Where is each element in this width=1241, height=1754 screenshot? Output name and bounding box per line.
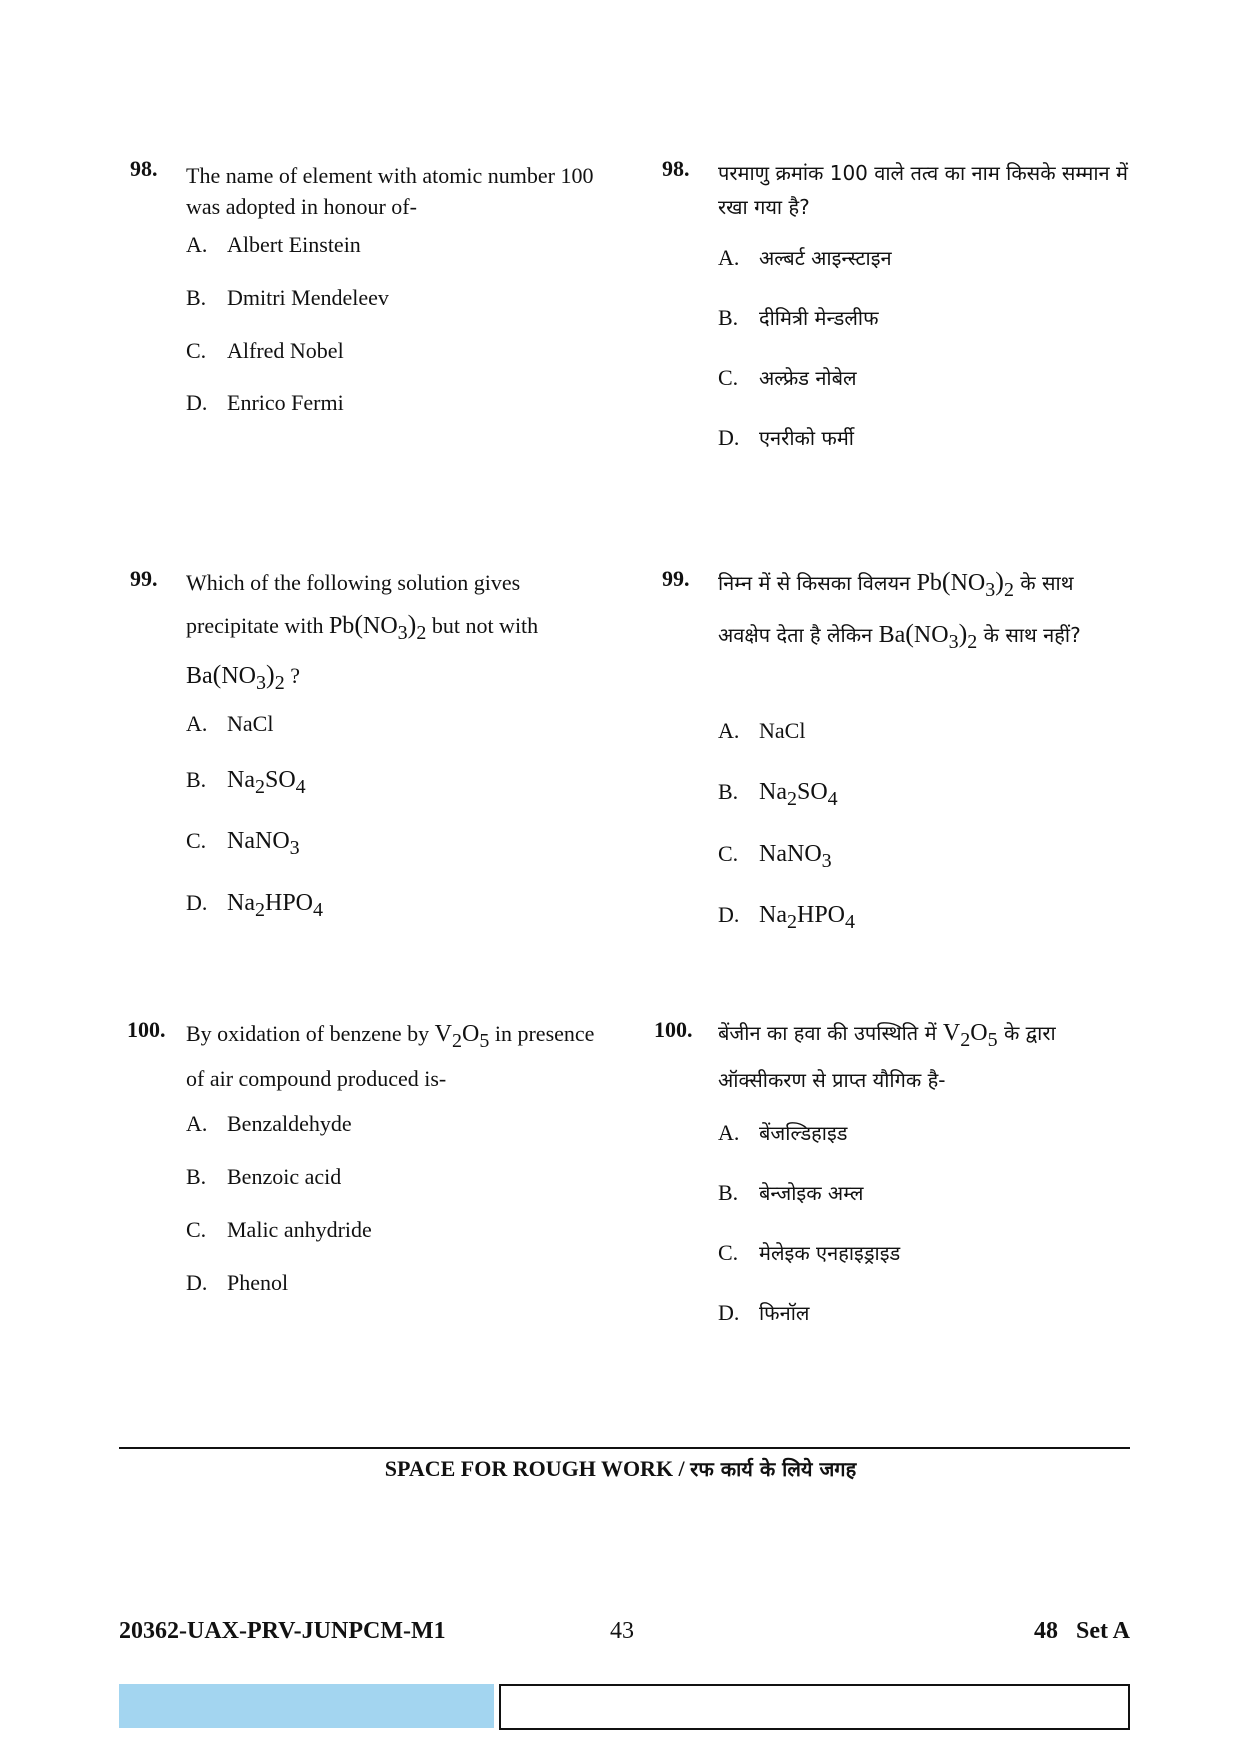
option-d[interactable] <box>718 424 854 451</box>
formula-pb-no3-2: $Pb(NO_3)_2$ <box>328 610 427 644</box>
option-label: C. <box>718 365 739 390</box>
question-number: 100. <box>127 1017 166 1042</box>
rough-work-heading <box>0 1455 1241 1482</box>
footer-blank-box <box>499 1684 1130 1730</box>
option-b[interactable] <box>718 1179 863 1206</box>
option-d[interactable] <box>718 1299 809 1326</box>
option-label: B. <box>718 779 739 804</box>
set-name: Set A <box>1076 1618 1130 1644</box>
option-label: D. <box>186 390 208 415</box>
option-text: Dmitri Mendeleev <box>227 285 389 310</box>
option-a[interactable] <box>718 718 805 744</box>
option-text: Albert Einstein <box>227 232 361 257</box>
booklet-code: 20362-UAX-PRV-JUNPCM-M1 <box>119 1618 446 1644</box>
option-label: D. <box>186 1270 208 1295</box>
option-text: Phenol <box>227 1270 289 1295</box>
question-text-part: के साथ अवक्षेप देता है लेकिन <box>718 571 1074 647</box>
question-text <box>186 1015 596 1098</box>
option-label: C. <box>718 1240 739 1265</box>
option-text: Alfred Nobel <box>227 338 344 363</box>
option-text: मेलेइक एनहाइड्राइड <box>759 1241 901 1265</box>
option-label: A. <box>718 1120 740 1145</box>
option-label: A. <box>186 711 208 736</box>
option-label: B. <box>718 1180 739 1205</box>
option-a[interactable] <box>186 711 273 737</box>
option-text: $Na_2SO_4$ <box>227 767 306 798</box>
option-label: C. <box>186 1217 207 1242</box>
question-text <box>718 1013 1128 1100</box>
option-d[interactable] <box>186 1270 288 1296</box>
page-number: 43 <box>610 1618 634 1644</box>
option-text: NaCl <box>227 711 274 736</box>
option-a[interactable] <box>186 1111 352 1137</box>
option-text: Benzoic acid <box>227 1164 342 1189</box>
option-label: D. <box>718 902 740 927</box>
question-text-part: के द्वारा ऑक्सीकरण से प्राप्त यौगिक है- <box>718 1021 1056 1092</box>
option-b[interactable] <box>186 767 306 799</box>
rough-work-en: SPACE FOR ROUGH WORK / <box>384 1456 685 1481</box>
option-text: फिनॉल <box>759 1301 810 1325</box>
option-text: अल्फ्रेड नोबेल <box>759 366 857 390</box>
question-number: 98. <box>662 156 690 181</box>
option-label: A. <box>718 245 740 270</box>
page-count: 48 <box>1034 1618 1058 1644</box>
option-label: B. <box>718 305 739 330</box>
option-label: D. <box>186 890 208 915</box>
question-text <box>718 560 1128 664</box>
option-a[interactable] <box>718 244 892 271</box>
option-label: C. <box>186 828 207 853</box>
option-b[interactable] <box>186 285 389 311</box>
formula-ba-no3-2: $Ba(NO_3)_2$ <box>186 659 285 694</box>
option-text: दीमित्री मेन्डलीफ <box>759 306 879 330</box>
option-c[interactable] <box>718 1239 900 1266</box>
question-text-part: in presence of air compound produced is- <box>186 1021 595 1091</box>
option-label: A. <box>186 232 208 257</box>
option-a[interactable] <box>718 1119 847 1146</box>
option-label: B. <box>186 285 207 310</box>
option-text: Malic anhydride <box>227 1217 372 1242</box>
question-text-part: but not with <box>431 613 539 638</box>
option-label: D. <box>718 425 740 450</box>
option-text: अल्बर्ट आइन्स्टाइन <box>759 246 892 270</box>
rough-work-hi: रफ कार्य के लिये जगह <box>690 1457 857 1481</box>
option-c[interactable] <box>718 364 857 391</box>
option-text: $Na_2HPO_4$ <box>227 890 323 921</box>
question-text <box>186 562 596 704</box>
footer-color-strip <box>119 1684 494 1728</box>
option-text: NaCl <box>759 718 806 743</box>
question-text-part: By oxidation of benzene by <box>186 1021 430 1046</box>
option-label: B. <box>186 1164 207 1189</box>
option-b[interactable] <box>718 304 879 331</box>
option-text: बेन्जोइक अम्ल <box>759 1181 864 1205</box>
option-c[interactable] <box>186 338 344 364</box>
question-text-part: ? <box>290 662 300 688</box>
option-a[interactable] <box>186 232 361 258</box>
option-label: B. <box>186 767 207 792</box>
option-d[interactable] <box>186 890 323 922</box>
option-label: D. <box>718 1300 740 1325</box>
option-c[interactable] <box>186 1217 372 1243</box>
question-number: 100. <box>654 1017 693 1042</box>
question-text: परमाणु क्रमांक 100 वाले तत्व का नाम किसके सम्मान में रखा गया है? <box>718 161 1128 219</box>
option-b[interactable] <box>186 1164 341 1190</box>
option-text: $Na_2SO_4$ <box>759 779 838 810</box>
option-label: A. <box>718 718 740 743</box>
question-text-part: बेंजीन का हवा की उपस्थिति में <box>718 1021 937 1045</box>
formula-pb-no3-2: $Pb(NO_3)_2$ <box>916 567 1014 601</box>
option-text: $Na_2HPO_4$ <box>759 902 855 933</box>
question-text-part: निम्न में से किसका विलयन <box>718 571 911 595</box>
question-text-part: के साथ नहीं? <box>983 622 1081 647</box>
option-text: बेंजल्डिहाइड <box>759 1121 848 1145</box>
option-label: C. <box>186 338 207 363</box>
formula-v2o5: $V_2O_5$ <box>942 1020 998 1051</box>
formula-v2o5: $V_2O_5$ <box>434 1021 490 1052</box>
option-c[interactable] <box>718 841 832 873</box>
option-c[interactable] <box>186 828 300 860</box>
option-text: Benzaldehyde <box>227 1111 352 1136</box>
set-label <box>1034 1618 1130 1645</box>
option-text: NaNO$_3$ <box>759 841 832 872</box>
question-number: 99. <box>130 566 158 591</box>
option-label: A. <box>186 1111 208 1136</box>
question-text: The name of element with atomic number 100 was adopted in honour of- <box>186 163 594 219</box>
option-label: C. <box>718 841 739 866</box>
formula-ba-no3-2: $Ba(NO_3)_2$ <box>878 618 978 653</box>
option-d[interactable] <box>718 902 855 934</box>
option-text: Enrico Fermi <box>227 390 344 415</box>
rough-work-divider <box>119 1447 1130 1449</box>
question-number: 99. <box>662 566 690 591</box>
question-number: 98. <box>130 156 158 181</box>
question-text-part: Which of the following solution gives precipitate with <box>186 570 521 638</box>
option-d[interactable] <box>186 390 344 416</box>
option-b[interactable] <box>718 779 838 811</box>
option-text: एनरीको फर्मी <box>759 426 854 450</box>
option-text: NaNO$_3$ <box>227 828 300 859</box>
